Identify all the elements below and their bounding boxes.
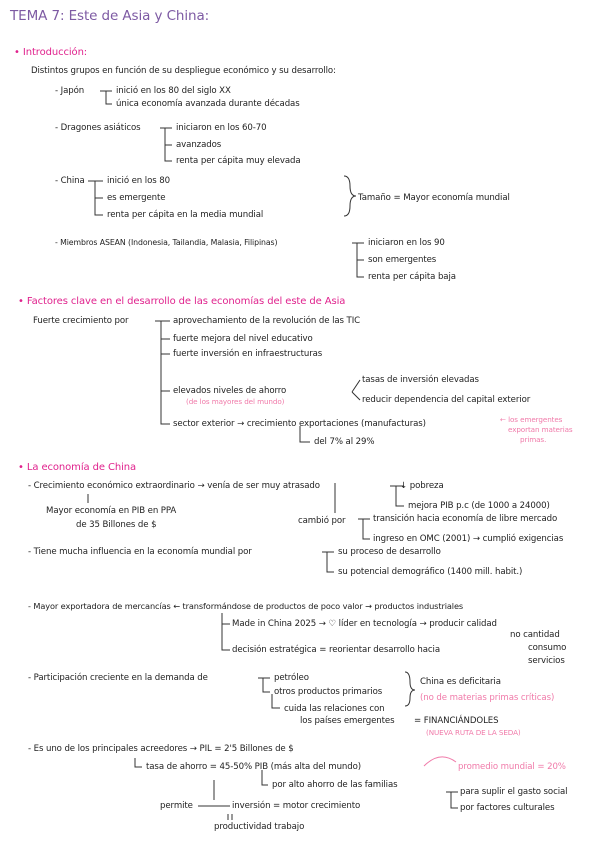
families-1: para suplir el gasto social: [460, 787, 568, 797]
savings-result-2: reducir dependencia del capital exterior: [362, 395, 531, 405]
factor-savings-note: (de los mayores del mundo): [186, 397, 285, 406]
families: por alto ahorro de las familias: [272, 780, 398, 790]
factor-3: fuerte inversión en infraestructuras: [173, 349, 323, 359]
made-in-china: Made in China 2025 → ♡ líder en tecnología → producir calidad: [232, 619, 497, 629]
china-label: - China: [55, 176, 85, 186]
influence: - Tiene mucha influencia en la economía mundial por: [28, 547, 252, 557]
world-average: promedio mundial = 20%: [458, 762, 566, 772]
page-title: TEMA 7: Este de Asia y China:: [10, 8, 210, 24]
families-hook: [262, 770, 268, 785]
external-note-3: primas.: [520, 435, 547, 444]
factor-1: aprovechamiento de la revolución de las TIC: [173, 316, 361, 326]
china-growth: - Crecimiento económico extraordinario → venía de ser muy atrasado: [28, 481, 320, 491]
demand: - Participación creciente en la demanda de: [28, 673, 208, 683]
finance: = FINANCIÁNDOLES: [414, 716, 499, 726]
finance-note: (NUEVA RUTA DE LA SEDA): [426, 728, 521, 737]
factor-external: sector exterior → crecimiento exportaciones (manufacturas): [173, 419, 426, 429]
families-bracket: [446, 792, 458, 808]
dragons-item-2: avanzados: [176, 140, 222, 150]
decision-2: servicios: [528, 656, 565, 666]
japan-item-2: única economía avanzada durante décadas: [116, 99, 300, 109]
demand-bracket: [258, 678, 270, 692]
japan-item-1: inició en los 80 del siglo XX: [116, 86, 231, 96]
demand-1: petróleo: [274, 673, 309, 683]
demand-2: otros productos primarios: [274, 687, 383, 697]
asean-item-2: son emergentes: [368, 255, 437, 265]
dragons-item-3: renta per cápita muy elevada: [176, 156, 301, 166]
factors-heading: • Factores clave en el desarrollo de las economías del este de Asia: [18, 296, 346, 307]
savings-result-1: tasas de inversión elevadas: [362, 375, 479, 385]
factor-savings: elevados niveles de ahorro: [173, 386, 287, 396]
dragons-bracket: [160, 128, 172, 161]
families-2: por factores culturales: [460, 803, 555, 813]
asean-label: - Miembros ASEAN (Indonesia, Tailandia, Malasia, Filipinas): [55, 238, 278, 247]
made-note: no cantidad: [510, 630, 560, 640]
biggest-2: de 35 Billones de $: [76, 520, 157, 530]
china-item-3: renta per cápita en la media mundial: [107, 210, 264, 220]
influence-bracket: [322, 552, 334, 572]
decision: decisión estratégica = reorientar desarrollo hacia: [232, 645, 441, 655]
dragons-item-1: iniciaron en los 60-70: [176, 123, 267, 133]
exporter: - Mayor exportadora de mercancías ← transformándose de productos de poco valor → productos industriales: [28, 601, 464, 611]
creditor-hook: [135, 758, 142, 767]
china-bracket: [88, 181, 103, 215]
asean-item-3: renta per cápita baja: [368, 272, 456, 282]
intro-heading: • Introducción:: [14, 47, 88, 58]
asean-bracket: [352, 243, 364, 277]
biggest-1: Mayor economía en PIB en PPA: [46, 506, 177, 516]
relations-2: los países emergentes: [300, 716, 395, 726]
change-1: transición hacia economía de libre mercado: [373, 514, 558, 524]
deficit-note: (no de materias primas críticas): [420, 693, 555, 703]
external-note-2: exportan materias: [508, 425, 573, 434]
invest-mark: [228, 814, 232, 820]
creditor: - Es uno de los principales acreedores → PIL = 2'5 Billones de $: [28, 744, 294, 754]
factor-external-range: del 7% al 29%: [314, 437, 375, 447]
savings-rate: tasa de ahorro = 45-50% PIB (más alta del mundo): [146, 762, 362, 772]
influence-1: su proceso de desarrollo: [338, 547, 441, 557]
china-item-2: es emergente: [107, 193, 166, 203]
investment: inversión = motor crecimiento: [232, 801, 361, 811]
factor-2: fuerte mejora del nivel educativo: [173, 334, 313, 344]
productivity: productividad trabajo: [214, 822, 305, 832]
china-item-1: inició en los 80: [107, 176, 170, 186]
dragons-label: - Dragones asiáticos: [55, 123, 141, 133]
influence-2: su potencial demográfico (1400 mill. habit.): [338, 567, 523, 577]
poverty-2: mejora PIB p.c (de 1000 a 24000): [408, 501, 550, 511]
poverty-1: ↓ pobreza: [400, 481, 444, 491]
japan-label: - Japón: [55, 86, 85, 96]
relations-1: cuida las relaciones con: [284, 704, 385, 714]
intro-lead: Distintos grupos en función de su despliegue económico y su desarrollo:: [31, 66, 336, 76]
external-note-1: ← los emergentes: [500, 415, 563, 424]
allows: permite: [160, 801, 193, 811]
demand-curly: [405, 672, 415, 706]
change-2: ingreso en OMC (2001) → cumplió exigencias: [373, 534, 564, 544]
factors-lead: Fuerte crecimiento por: [33, 316, 129, 326]
growth-bracket: [155, 321, 170, 424]
change-bracket: [358, 519, 370, 539]
asean-item-1: iniciaron en los 90: [368, 238, 445, 248]
china-eco-heading: • La economía de China: [18, 462, 137, 473]
avg-curve: [424, 757, 456, 766]
decision-1: consumo: [528, 643, 567, 653]
japan-bracket: [100, 91, 112, 104]
china-size-note: Tamaño = Mayor economía mundial: [358, 193, 510, 203]
china-curly: [344, 176, 356, 216]
change-label: cambió por: [298, 516, 346, 526]
savings-fork: [352, 380, 360, 400]
exporter-bracket: [222, 613, 230, 650]
deficit: China es deficitaria: [420, 677, 501, 687]
